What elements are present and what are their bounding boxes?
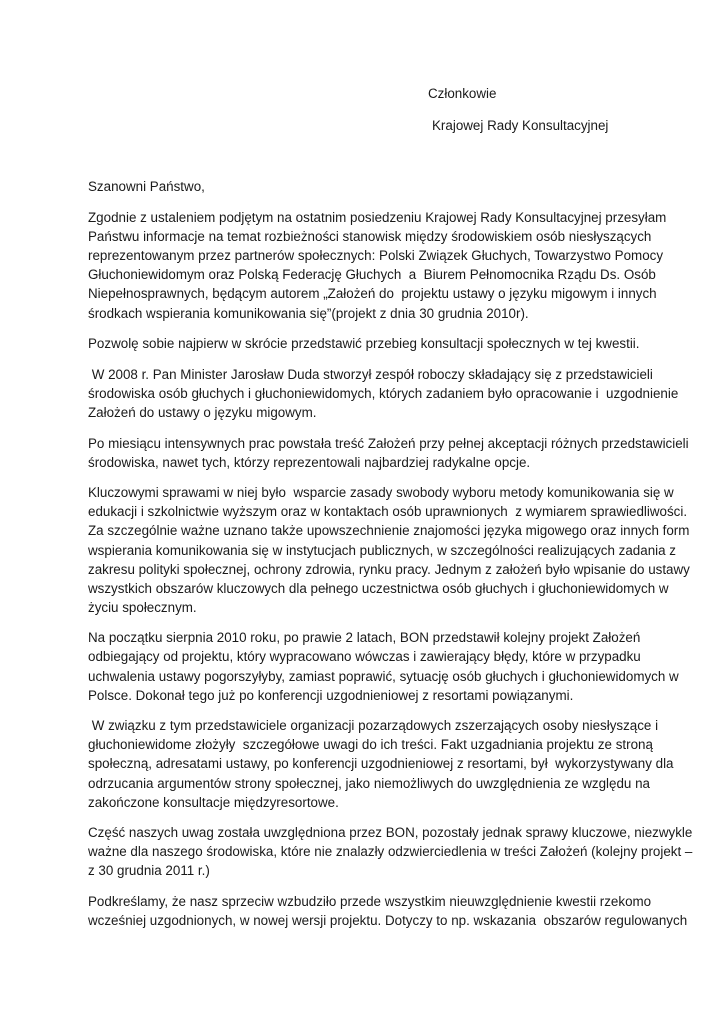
paragraph-4 [88, 434, 689, 472]
letter-body [88, 177, 693, 942]
paragraph-line: W związku z tym przedstawiciele organizacji pozarządowych zszerzających osoby niesłyszące i [88, 718, 659, 734]
paragraph-line: Część naszych uwag została uwzględniona przez BON, pozostały jednak sprawy kluczowe, niezwykle [88, 825, 693, 841]
paragraph-line: edukacji i szkolnictwie wyższym oraz w kontaktach osób uprawnionych z wymiarem sprawiedliwości. [88, 504, 688, 520]
recipient-line-1: Członkowie [428, 86, 497, 101]
paragraph-5 [88, 483, 690, 617]
paragraph-line: Państwu informacje na temat rozbieżności stanowisk między środowiskiem osób niesłyszących [88, 229, 652, 245]
paragraph-7 [88, 716, 674, 811]
paragraph-line: Po miesiącu intensywnych prac powstała treść Założeń przy pełnej akceptacji różnych przedstawicieli [88, 435, 689, 451]
paragraph-line: odbiegający od projektu, który wypracowano wówczas i zawierający błędy, które w przypadku [88, 649, 641, 665]
paragraph-line: środowiska osób głuchych i głuchoniewidomych, których zadaniem było opracowanie i uzgodnienie [88, 385, 679, 401]
paragraph-line: Kluczowymi sprawami w niej było wsparcie zasady swobody wyboru metody komunikowania się w [88, 485, 674, 501]
paragraph-line: środkach wspierania komunikowania się”(projekt z dnia 30 grudnia 2010r). [88, 305, 529, 321]
paragraphs-container [88, 208, 693, 930]
paragraph-line: W 2008 r. Pan Minister Jarosław Duda stworzył zespół roboczy składający się z przedstawicieli [88, 366, 653, 382]
paragraph-2 [88, 334, 643, 353]
paragraph-line: Podkreślamy, że nasz sprzeciw wzbudziło przede wszystkim nieuwzględnienie kwestii rzekomo [88, 894, 652, 909]
paragraph-line: Za szczególnie ważne uznano także upowszechnienie znajomości języka migowego oraz innych form [88, 523, 690, 539]
paragraph-line: życiu społecznym. [88, 599, 197, 615]
paragraph-line: Zgodnie z ustaleniem podjętym na ostatnim posiedzeniu Krajowej Rady Konsultacyjnej przesyłam [88, 210, 667, 226]
paragraph-1 [88, 208, 667, 323]
paragraph-line: społeczną, adresatami ustawy, po konferencji uzgodnieniowej z resortami, był wykorzystywany dla [88, 756, 674, 772]
paragraph-line: Założeń do ustawy o języku migowym. [88, 404, 317, 420]
paragraph-line: głuchoniewidome złożyły szczegółowe uwagi do ich treści. Fakt uzgadniania projektu ze stroną [88, 737, 653, 753]
paragraph-line: Polsce. Dokonał tego już po konferencji uzgodnieniowej z resortami powiązanymi. [88, 687, 574, 703]
paragraph-6 [88, 628, 679, 704]
paragraph-line: zakończone konsultacje międzyresortowe. [88, 794, 339, 810]
paragraph-8 [88, 823, 693, 880]
paragraph-line: odrzucania argumentów strony społecznej, jako niemożliwych do uwzględnienia ze względu na [88, 775, 650, 791]
paragraph-line: uchwalenia ustawy pogorszyłyby, zamiast poprawić, sytuację osób głuchych i głuchoniewidomych w [88, 668, 679, 684]
paragraph-line: Niepełnosprawnych, będącym autorem „Założeń do projektu ustawy o języku migowym i innych [88, 286, 657, 302]
paragraph-line: Pozwolę sobie najpierw w skrócie przedstawić przebieg konsultacji społecznych w tej kwestii. [88, 336, 640, 352]
paragraph-line: zakresu polityki społecznej, ochrony zdrowia, rynku pracy. Jednym z założeń było wpisanie do ustawy [88, 561, 690, 577]
paragraph-line: wcześniej uzgodnionych, w nowej wersji projektu. Dotyczy to np. wskazania obszarów regulowanych [88, 913, 688, 929]
paragraph-line: z 30 grudnia 2011 r.) [88, 863, 210, 879]
paragraph-line: środowiska, nawet tych, którzy reprezentowali najbardziej radykalne opcje. [88, 454, 531, 470]
recipient-block [428, 86, 608, 134]
paragraph-9 [88, 892, 688, 930]
paragraph-line: ważne dla naszego środowiska, które nie znalazły odzwierciedlenia w treści Założeń (kolejny projekt – [88, 844, 693, 860]
paragraph-line: Głuchoniewidomym oraz Polską Federację Głuchych a Biurem Pełnomocnika Rządu Ds. Osób [88, 267, 656, 283]
paragraph-3 [88, 365, 679, 422]
paragraph-line: reprezentowanym przez partnerów społecznych: Polski Związek Głuchych, Towarzystwo Pomocy [88, 248, 664, 264]
paragraph-line: wszystkich obszarów kluczowych dla pełnego uczestnictwa osób głuchych i głuchoniewidomych w [88, 580, 669, 596]
recipient-line-2: Krajowej Rady Konsultacyjnej [432, 118, 609, 133]
salutation: Szanowni Państwo, [88, 179, 205, 194]
paragraph-line: wspierania komunikowania się w instytucjach publicznych, w szczególności realizujących zadania z [88, 542, 676, 558]
paragraph-line: Na początku sierpnia 2010 roku, po prawie 2 latach, BON przedstawił kolejny projekt Założeń [88, 630, 641, 646]
